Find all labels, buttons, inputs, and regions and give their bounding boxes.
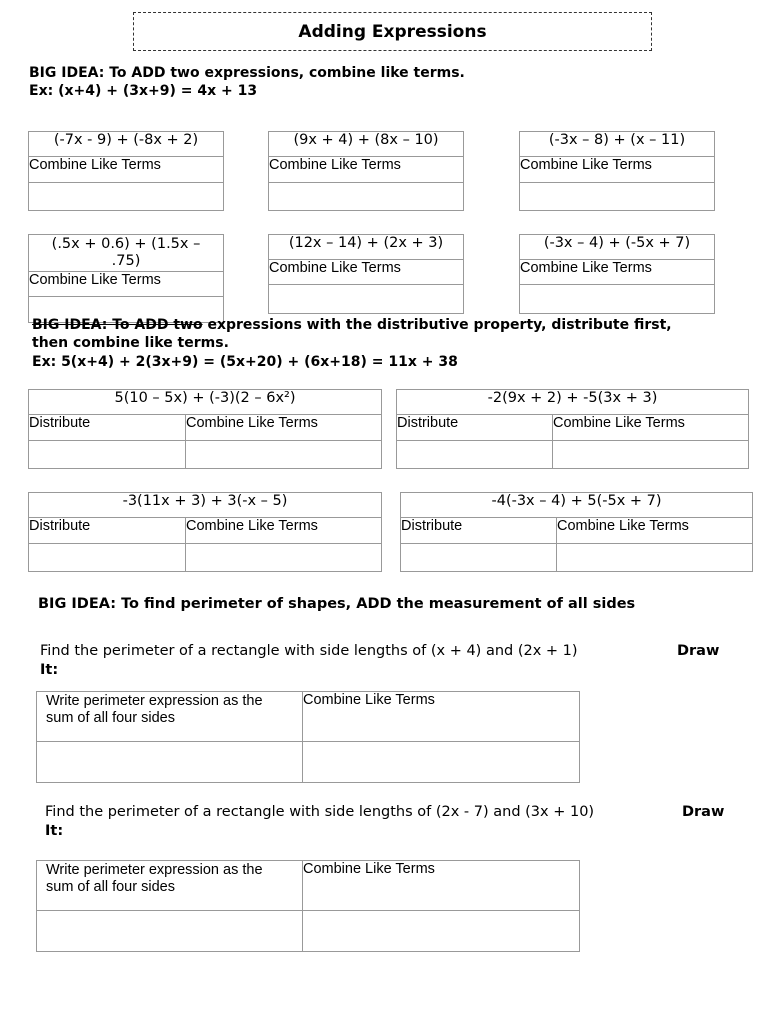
combine-label: Combine Like Terms [269, 157, 464, 183]
problem-expression: (.5x + 0.6) + (1.5x – .75) [29, 235, 224, 272]
combine-answer-cell[interactable] [186, 544, 382, 572]
problem-expression: (12x – 14) + (2x + 3) [269, 235, 464, 260]
distribute-label: Distribute [29, 518, 186, 544]
big-idea-1: BIG IDEA: To ADD two expressions, combine like terms. [29, 65, 465, 81]
perimeter-table-2 [36, 860, 580, 952]
problem-expression: -2(9x + 2) + -5(3x + 3) [397, 390, 749, 415]
page-title-box [133, 12, 652, 51]
problem-expression: -3(11x + 3) + 3(-x – 5) [29, 493, 382, 518]
distribute-label: Distribute [401, 518, 557, 544]
combine-label: Combine Like Terms [557, 518, 753, 544]
combine-label: Combine Like Terms [303, 861, 580, 911]
answer-cell[interactable] [269, 285, 464, 314]
draw-label-2: Draw [682, 804, 725, 820]
problem-expression: (9x + 4) + (8x – 10) [269, 132, 464, 157]
distribute-table-4 [400, 492, 753, 572]
write-expression-label: Write perimeter expression as the sum of all four sides [37, 861, 303, 911]
distribute-table-3 [28, 492, 382, 572]
perimeter-table-1 [36, 691, 580, 783]
big-idea-3: BIG IDEA: To find perimeter of shapes, ADD the measurement of all sides [38, 596, 636, 612]
problem-table-1 [28, 131, 224, 211]
combine-answer-cell[interactable] [303, 911, 580, 952]
answer-cell[interactable] [269, 183, 464, 211]
draw-label-2-cont: It: [45, 823, 64, 839]
distribute-answer-cell[interactable] [397, 441, 553, 469]
distribute-table-1 [28, 389, 382, 469]
problem-expression: (-3x – 4) + (-5x + 7) [520, 235, 715, 260]
problem-table-2 [268, 131, 464, 211]
problem-table-3 [519, 131, 715, 211]
big-idea-2-rest: expressions with the distributive property, distribute first, [202, 317, 672, 333]
combine-label: Combine Like Terms [29, 157, 224, 183]
combine-label: Combine Like Terms [520, 157, 715, 183]
distribute-answer-cell[interactable] [29, 544, 186, 572]
perimeter-problem-2: Find the perimeter of a rectangle with side lengths of (2x - 7) and (3x + 10) [45, 804, 595, 820]
answer-cell[interactable] [520, 183, 715, 211]
problem-expression: -4(-3x – 4) + 5(-5x + 7) [401, 493, 753, 518]
perimeter-problem-1: Find the perimeter of a rectangle with side lengths of (x + 4) and (2x + 1) [40, 643, 578, 659]
big-idea-2-line1 [32, 316, 672, 334]
combine-label: Combine Like Terms [186, 518, 382, 544]
combine-label: Combine Like Terms [269, 260, 464, 285]
combine-label: Combine Like Terms [186, 415, 382, 441]
distribute-table-2 [396, 389, 749, 469]
combine-label: Combine Like Terms [29, 272, 224, 297]
write-expression-label: Write perimeter expression as the sum of all four sides [37, 692, 303, 742]
problem-expression: (-3x – 8) + (x – 11) [520, 132, 715, 157]
page-title: Adding Expressions [298, 21, 487, 42]
draw-label-1: Draw [677, 643, 720, 659]
distribute-label: Distribute [29, 415, 186, 441]
combine-answer-cell[interactable] [303, 742, 580, 783]
distribute-label: Distribute [397, 415, 553, 441]
combine-answer-cell[interactable] [186, 441, 382, 469]
expression-answer-cell[interactable] [37, 911, 303, 952]
answer-cell[interactable] [29, 183, 224, 211]
problem-table-4 [28, 234, 224, 323]
example-2: Ex: 5(x+4) + 2(3x+9) = (5x+20) + (6x+18) = 11x + 38 [32, 354, 458, 370]
distribute-answer-cell[interactable] [29, 441, 186, 469]
problem-expression: (-7x - 9) + (-8x + 2) [29, 132, 224, 157]
combine-answer-cell[interactable] [553, 441, 749, 469]
big-idea-2-struck: BIG IDEA: To ADD two [32, 317, 203, 333]
answer-cell[interactable] [520, 285, 715, 314]
big-idea-2-line2: then combine like terms. [32, 335, 229, 351]
combine-label: Combine Like Terms [553, 415, 749, 441]
combine-label: Combine Like Terms [520, 260, 715, 285]
combine-label: Combine Like Terms [303, 692, 580, 742]
distribute-answer-cell[interactable] [401, 544, 557, 572]
problem-table-6 [519, 234, 715, 314]
expression-answer-cell[interactable] [37, 742, 303, 783]
problem-table-5 [268, 234, 464, 314]
problem-expression: 5(10 – 5x) + (-3)(2 – 6x²) [29, 390, 382, 415]
combine-answer-cell[interactable] [557, 544, 753, 572]
draw-label-1-cont: It: [40, 662, 59, 678]
example-1: Ex: (x+4) + (3x+9) = 4x + 13 [29, 83, 258, 99]
